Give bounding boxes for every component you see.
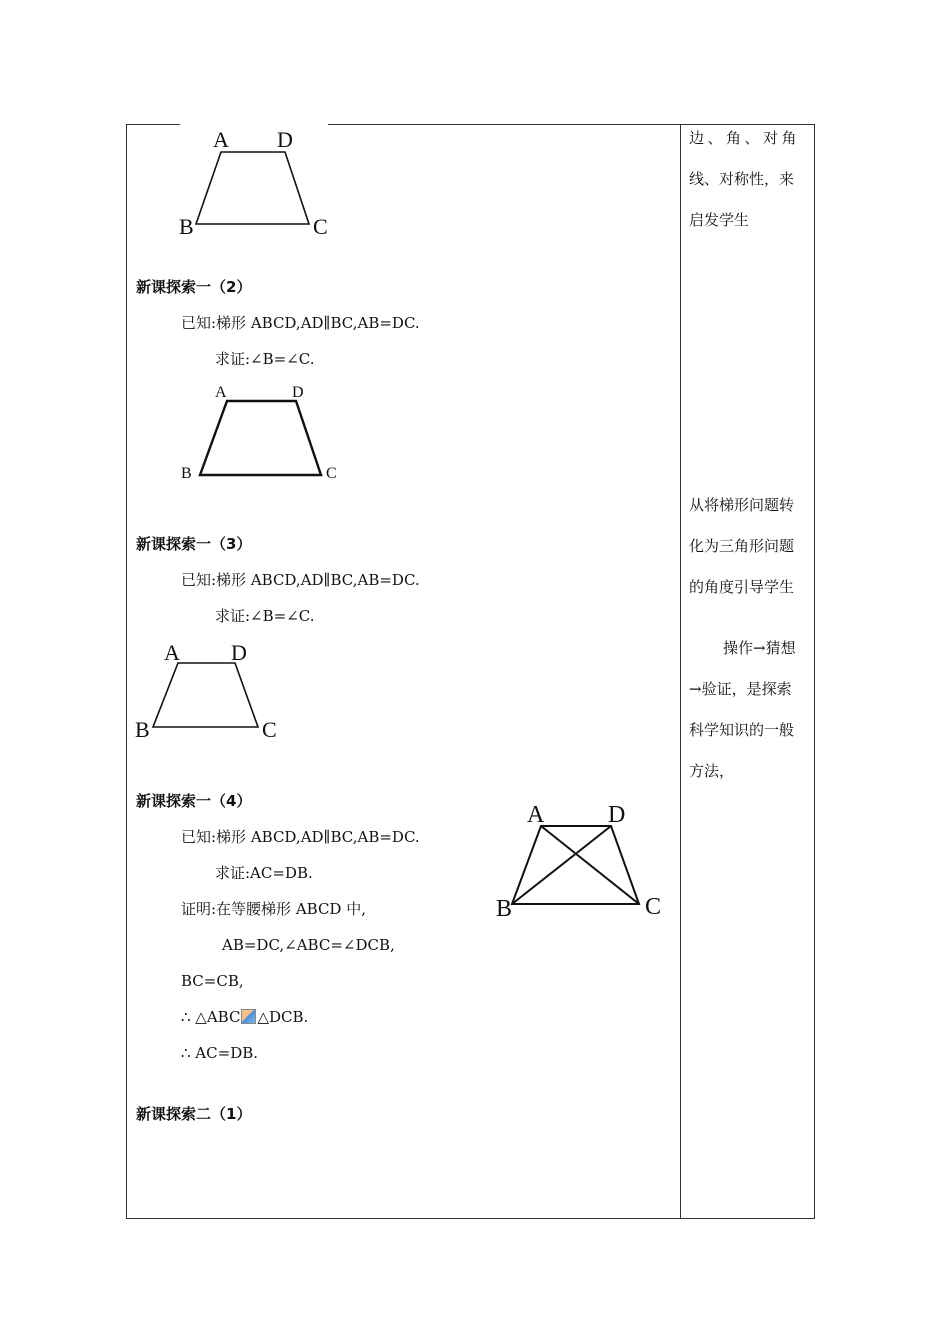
proof-conclusion-2: ∴ AC=DB.: [181, 1044, 259, 1062]
label-b: B: [181, 465, 192, 482]
proof-line-2: AB=DC,∠ABC=∠DCB,: [222, 936, 395, 954]
congruent-symbol-icon: [241, 1009, 256, 1024]
side-note-line: 方法，: [689, 762, 735, 780]
given-statement-4: 已知:梯形 ABCD,AD∥BC,AB=DC.: [181, 828, 420, 846]
given-statement-2: 已知:梯形 ABCD,AD∥BC,AB=DC.: [181, 314, 420, 332]
side-note-1: [689, 128, 809, 251]
side-note-line: 启发学生: [689, 211, 750, 229]
prove-statement-2: 求证:∠B=∠C.: [215, 350, 315, 368]
label-d: D: [277, 127, 293, 152]
given-statement-3: 已知:梯形 ABCD,AD∥BC,AB=DC.: [181, 571, 420, 589]
side-note-line: 从将梯形问题转: [689, 496, 795, 514]
label-b: B: [179, 214, 194, 239]
label-c: C: [313, 214, 328, 239]
prove-statement-3: 求证:∠B=∠C.: [215, 607, 315, 625]
side-note-3: [689, 638, 809, 802]
proof-conclusion-1: [181, 1007, 308, 1027]
section-heading-3: 新课探索一（3）: [136, 535, 252, 553]
side-note-line: 操作→猜想: [723, 639, 796, 657]
proof-line-3: BC=CB,: [181, 972, 244, 990]
label-a: A: [213, 127, 229, 152]
label-a: A: [215, 384, 227, 401]
section-heading-2: 新课探索一（2）: [136, 278, 252, 296]
label-d: D: [608, 802, 626, 828]
label-c: C: [645, 894, 662, 920]
therefore-congruent-left: ∴ △ABC: [181, 1008, 241, 1026]
side-note-line: 化为三角形问题: [689, 537, 795, 555]
label-c: C: [326, 465, 337, 482]
side-note-2: [689, 495, 809, 618]
label-a: A: [527, 802, 545, 828]
proof-line-1: 证明:在等腰梯形 ABCD 中,: [181, 900, 366, 918]
label-b: B: [496, 896, 513, 922]
label-c: C: [262, 717, 277, 742]
label-a: A: [164, 640, 180, 665]
side-note-line: 的角度引导学生: [689, 578, 795, 596]
section-heading-5: 新课探索二（1）: [136, 1105, 252, 1123]
label-b: B: [135, 717, 150, 742]
trapezoid-shape: [512, 826, 639, 904]
side-note-line: →验证，是探索: [689, 680, 792, 698]
section-heading-4: 新课探索一（4）: [136, 792, 252, 810]
side-note-line: 边、角、对角: [689, 129, 801, 147]
side-note-line: 线、对称性，来: [689, 170, 795, 188]
prove-statement-4: 求证:AC=DB.: [215, 864, 313, 882]
therefore-congruent-right: △DCB.: [257, 1008, 309, 1026]
label-d: D: [292, 384, 304, 401]
label-d: D: [231, 640, 247, 665]
side-note-line: 科学知识的一般: [689, 721, 795, 739]
